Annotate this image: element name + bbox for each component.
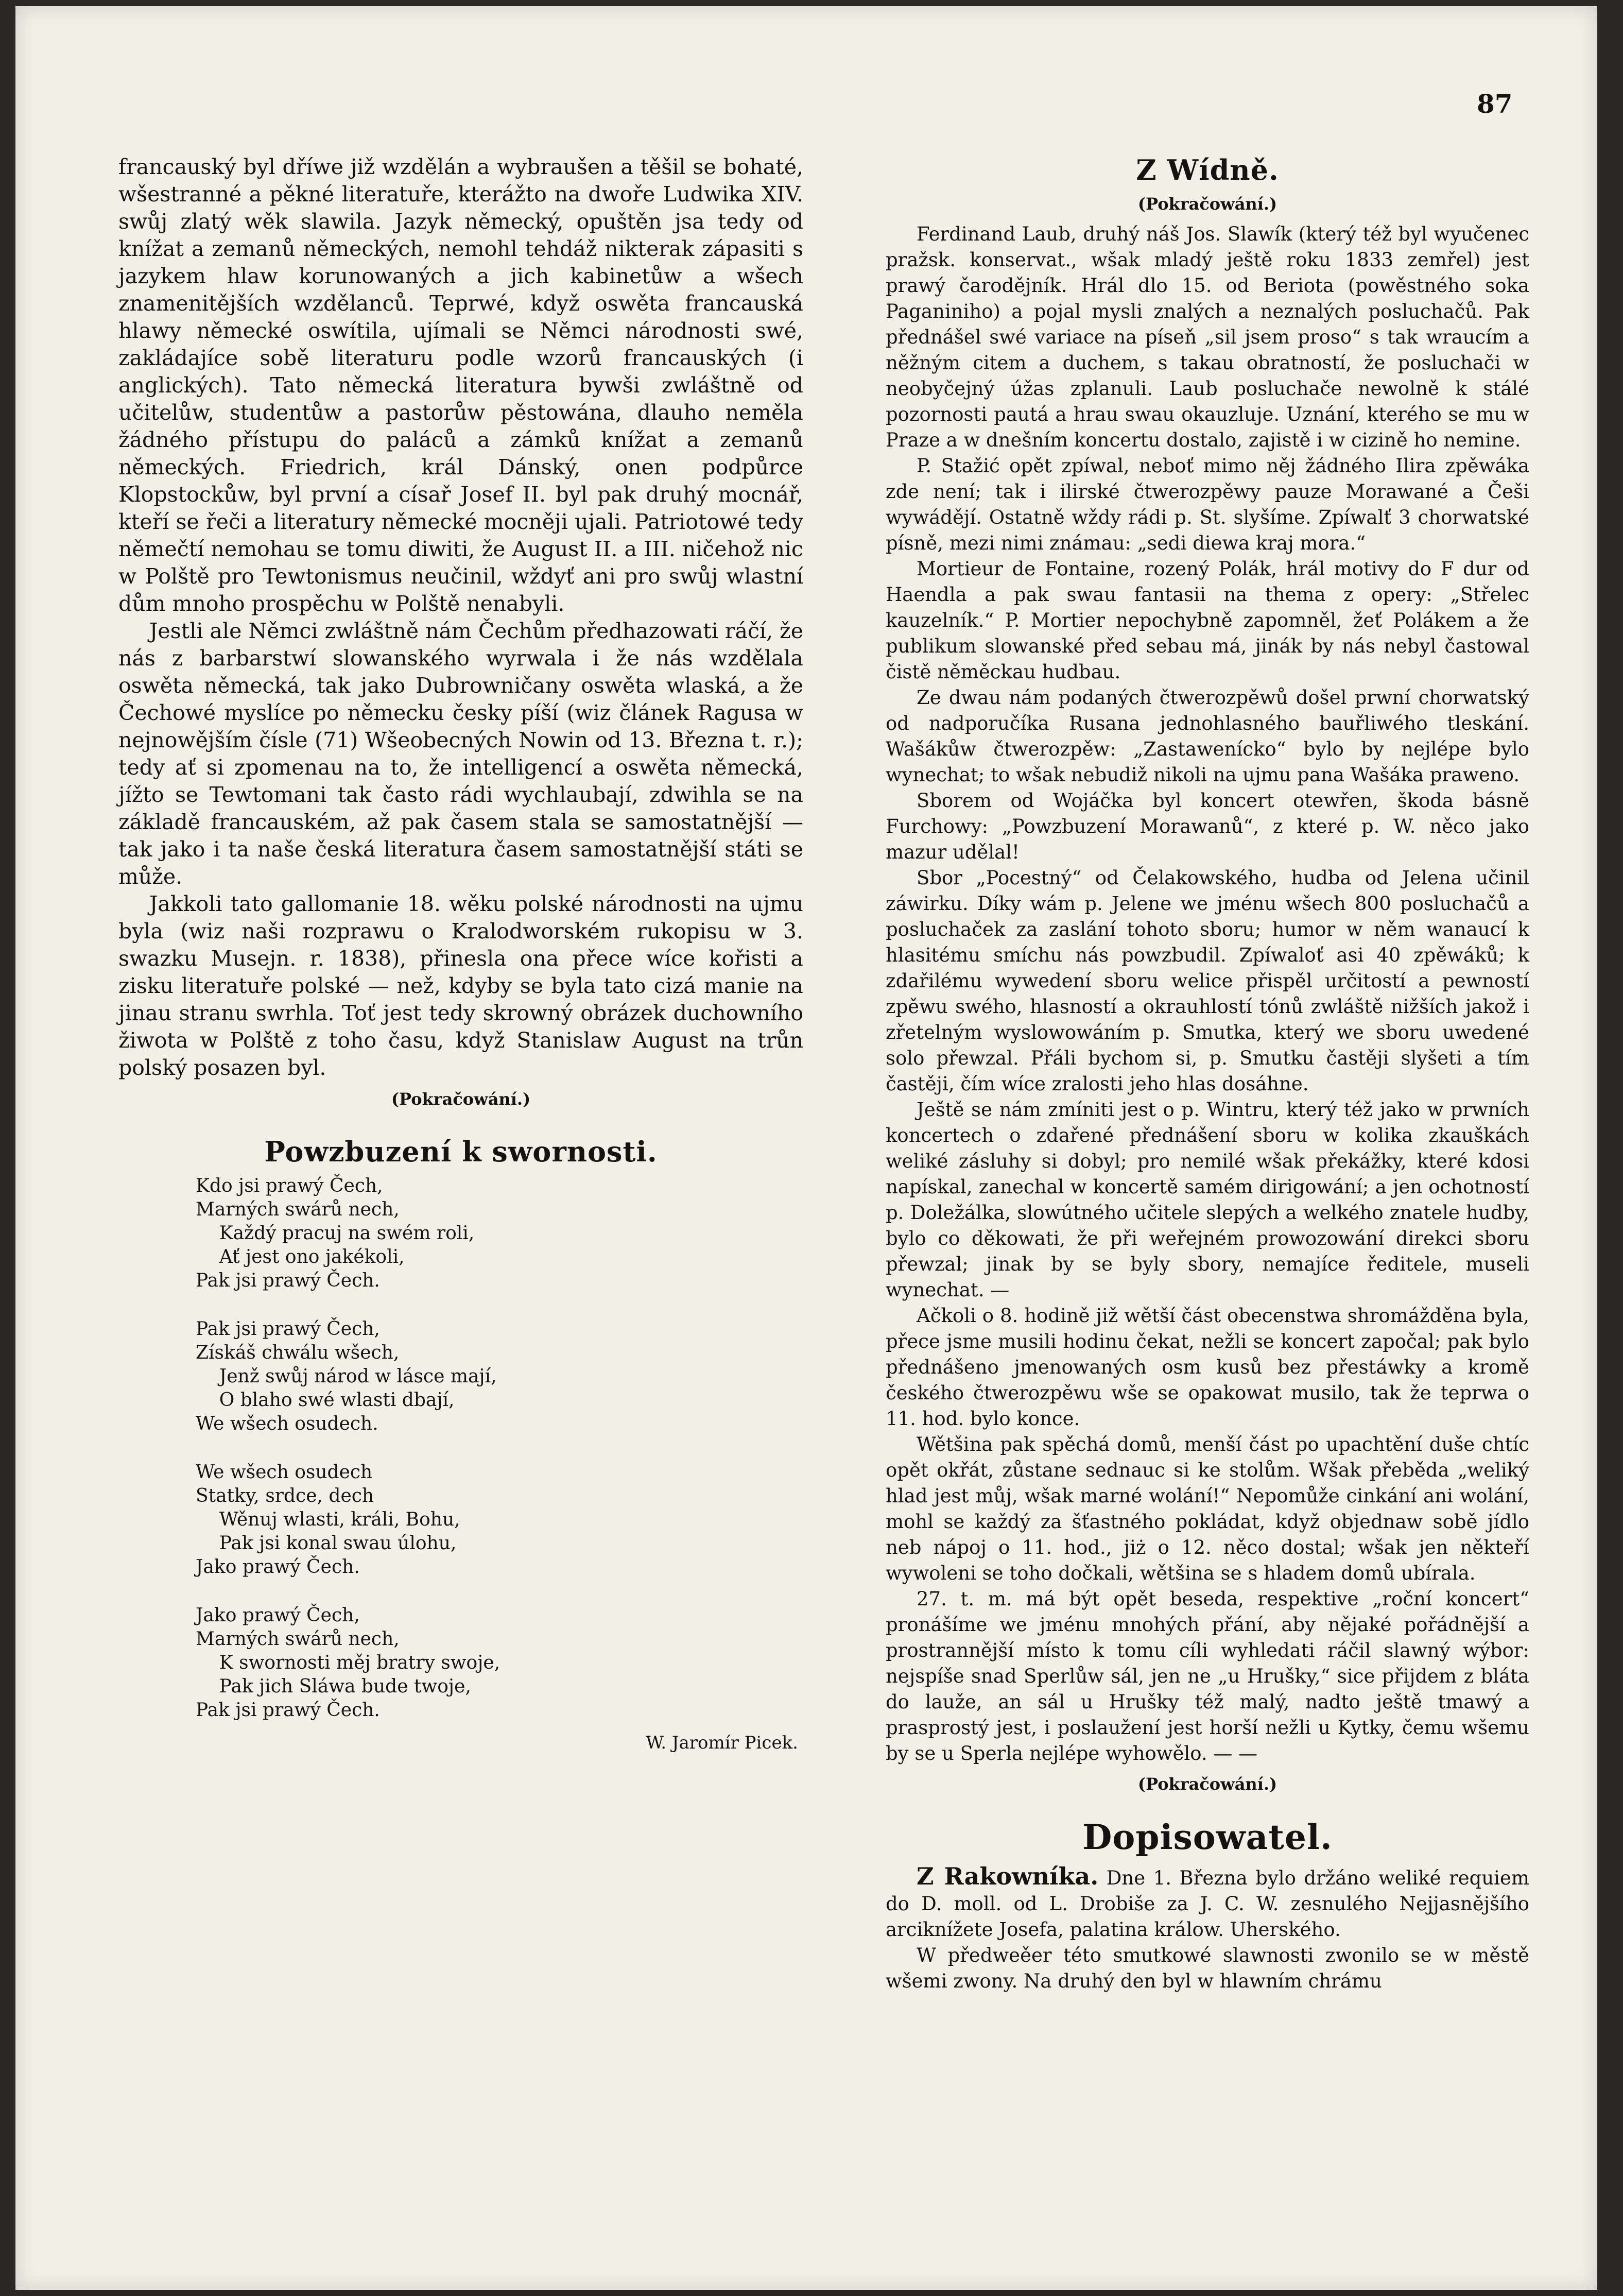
continued-note: (Pokračowání.) [391,1089,531,1109]
continued-note: (Pokračowání.) [1137,1774,1277,1794]
poem-verse: O blaho swé wlasti dbají, [196,1390,455,1411]
article-paragraph: Wětšina pak spěchá domů, menší část po upachtění duše chtíc opět okřát, zůstane sednauc si ke stolům. Wšak přeběda „weliký hlad jest můj, wšak marné wolání!“ Nepomůže cinkání ani wolání, mohl se každý za šťastného pokládat, když objednaw sobě jídlo neb nápoj o 11. hod., jiż o 12. něco dostal; wšak jen někteří wywoleni se toho dočkali, wětšina se s hladem domů ubírala. [886,1433,1529,1584]
article-paragraph: Sbor „Pocestný“ od Čelakowského, hudba od Jelena učinil záwirku. Díky wám p. Jelene we jménu wšech 800 posluchačů a posluchaček za zaslání tohoto sboru; humor w něm wanaucí k hlasitému smíchu nás powzbudil. Zpíwaloť asi 40 zpěwáků; k zdařilému wywedení sboru welice přispěl určitostí a pewností zpěwu swého, hlasností a okrauhlostí tónů zwláště nižších jakož i zřetelným wyslowowáním p. Smutka, který we sboru uwedené solo přewzal. Přáli bychom si, p. Smutku častěji slyšeti a tím častěji, čím wíce zralosti jeho hlas dosáhne. [886,867,1529,1095]
poem-verse: Kdo jsi prawý Čech, [196,1175,383,1196]
poem-verse: Pak jsi prawý Čech, [196,1318,380,1340]
correspondent-title: Dopisowatel. [1082,1817,1333,1857]
continued-note: (Pokračowání.) [1137,194,1277,214]
poem-stanza [196,1174,803,1293]
poem-verse: Statky, srdce, dech [196,1485,374,1506]
article-paragraph: P. Stažić opět zpíwal, neboť mimo něj žádného Ilira zpěwáka zde není; tak i ilirské čtwerozpěwy pauze Morawané a Češi wywádějí. Ostatně wždy rádi p. St. slyšíme. Zpíwalť 3 chorwatské písně, mezi nimi známau: „sedi diewa kraj mora.“ [886,455,1529,554]
poem-title: Powzbuzení k swornosti. [264,1135,658,1168]
poem-verse: Ať jest ono jakékoli, [196,1246,405,1267]
article-paragraph: Jakkoli tato gallomanie 18. wěku polské národnosti na ujmu byla (wiz naši rozprawu o Kralodworském rukopisu w 3. swazku Musejn. r. 1838), přinesla ona přece wíce kořisti a zisku literatuře polské — než, kdyby se byla tato cizá manie na jinau stranu swrhla. Toť jest tedy skrowný obrázek duchowního žiwota w Polště z toho času, když Stanislaw August na trůn polský posazen byl. [118,892,803,1080]
poem-author: W. Jaromír Picek. [646,1733,798,1753]
article-paragraph: Jestli ale Němci zwláštně nám Čechům předhazowati ráčí, že nás z barbarstwí slowanského wyrwala i že nás wzdělala oswěta německá, tak jako Dubrowničany oswěta wlaská, a že Čechowé myslíce po německu česky píší (wiz článek Ragusa w nejnowějším čísle (71) Wšeobecných Nowin od 13. Března t. r.); tedy ať si zpomenau na to, že intelligencí a oswěta německá, jížto se Tewtomani tak často rádi wychlaubají, zdwihla se na základě francauském, až pak časem stala se samostatnější — tak jako i ta naše česká literatura časem samostatnější státi se může. [118,619,803,889]
poem-verse: Pak jsi konal swau úlohu, [196,1533,457,1554]
poem-verse: Získáš chwálu wšech, [196,1342,400,1363]
article-paragraph: 27. t. m. má být opět beseda, respektive „roční koncert“ pronášíme we jménu mnohých přání, aby nějaké pořádnější a prostrannější místo k tomu cíli wyhledati ráčil slawný wýbor: nejspíše snad Sperlůw sál, jen ne „u Hrušky,“ sice přijdem z bláta do lauže, an sál u Hrušky též malý, nadto ještě tmawý a prasprostý jest, i poslaužení jest horší nežli u Kytky, čemu wšemu by se u Sperla nejlépe wyhowělo. — — [886,1588,1529,1764]
poem-verse: K swornosti měj bratry swoje, [196,1652,500,1673]
poem-verse: Marných swárů nech, [196,1199,400,1220]
section-title: Z Wídně. [1136,153,1279,186]
correspondent-paragraph: W předweěer této smutkowé slawnosti zwonilo se w městě wšemi zwony. Na druhý den byl w hlawním chrámu [886,1944,1529,1992]
article-paragraph: Ačkoli o 8. hodině již wětší část obecenstwa shromážděna byla, přece jsme musili hodinu čekat, nežli se koncert započal; pak bylo přednášeno jmenowaných osm kusů bez přestáwky a kromě českého čtwerozpěwu wše se opakowat musilo, tak že teprwa o 11. hod. bylo konce. [886,1305,1529,1430]
poem-verse: Jenž swůj národ w lásce mají, [196,1366,497,1387]
page-number: 87 [1477,89,1513,119]
correspondent-text: Dne 1. Března bylo držáno weliké requiem do D. moll. od L. Drobiše za J. C. W. zesnulého Nejjasnějšího arciknížete Josefa, palatina králow. Uherského. [886,1867,1529,1941]
poem-verse: We wšech osudech. [196,1413,378,1434]
poem-verse: Pak jsi prawý Čech. [196,1700,380,1721]
right-column [886,153,1529,1994]
poem-stanza [196,1317,803,1436]
dateline: Z Rakowníka. [917,1862,1099,1890]
poem-verse: Jako prawý Čech. [196,1556,360,1578]
poem-verse: We wšech osudech [196,1462,373,1483]
article-paragraph: Ještě se nám zmíniti jest o p. Wintru, který též jako w prwních koncertech o zdařené přednášení sboru w kolika zkauškách weliké zásluhy si dobyl; pro nemilé wšak překážky, které kdosi napískal, zanechal w koncertě samém dirigowání; a jen ochotností p. Doležálka, slowútného učitele slepých a welkého znatele hudby, bylo co děkowati, že při weřejném prowozowání direkci sboru přewzal; jinak by se byly sbory, nemajíce ředitele, museli wynechat. — [886,1099,1529,1301]
poem-verse: Každý pracuj na swém roli, [196,1223,475,1244]
poem-stanza [196,1461,803,1579]
poem-stanza [196,1604,803,1722]
poem [196,1174,803,1722]
poem-verse: Pak jich Sláwa bude twoje, [196,1676,471,1697]
article-paragraph: Sborem od Wojáčka byl koncert otewřen, škoda básně Furchowy: „Powzbuzení Morawanů“, z které p. W. něco jako mazur udělal! [886,790,1529,863]
poem-verse: Wěnuj wlasti, králi, Bohu, [196,1509,460,1530]
article-paragraph: Mortieur de Fontaine, rozený Polák, hrál motivy do F dur od Haendla a pak swau fantasii na themа z opery: „Střelec kauzelník.“ P. Mortier nepochybně zapomněl, žeť Polákem a že publikum slowanské před sebau má, jinák by nás nebyl častowal čistě něměckau hudbau. [886,558,1529,683]
correspondent-paragraph [886,1863,1529,1943]
article-paragraph: Ze dwau nám podaných čtwerozpěwů došel prwní chorwatský od nadporučíka Rusana jednohlasného bauřliwého tleskání. Wašákůw čtwerozpěw: „Zastawenícko“ bylo by nejlépe bylo wynechat; to wšak nebudiž nikoli na ujmu pana Wašáka praweno. [886,687,1529,786]
article-paragraph: Ferdinand Laub, druhý náš Jos. Slawík (který též byl wyučenec pražsk. konservat., wšak mladý ještě roku 1833 zemřel) jest prawý čarodějník. Hrál dlo 15. od Beriota (powěstného soka Paganiniho) a pojal mysli znalých a neznalých posluchačů. Pak přednášel swé variace na píseň „sil jsem proso“ s tak wraucím a něžným citem a duchem, s takau obratností, že posluchači w neobyčejný úžas zplanuli. Laub posluchače newolně k stálé pozornosti pautá a hrau swau okauzluje. Uznání, kterého se mu w Praze a w dnešním koncertu dostalo, zajistě i w cizině ho nemine. [886,223,1529,451]
left-column [118,153,803,1753]
poem-verse: Marných swárů nech, [196,1629,400,1650]
poem-verse: Jako prawý Čech, [196,1605,360,1626]
article-paragraph: francauský byl dříwe již wzdělán a wybraušen a těšil se bohaté, wšestranné a pěkné literatuře, kterážto na dwoře Ludwika XIV. swůj zlatý wěk slawila. Jazyk německý, opuštěn jsa tedy od knížat a zemanů německých, nemohl tehdáž nikterak zápasiti s jazykem hlaw korunowaných a jich kabinetůw a wšech znamenitějších wzdělanců. Teprwé, když oswěta francauská hlawy německé oswítila, ujímali se Němci národnosti swé, zakládajíce sobě literaturu podle wzorů francauských (i anglických). Tato německá literatura bywši zwláštně od učitelůw, studentůw a pastorůw pěstowána, dlauho neměla žádného přístupu do paláců a zámků knížat a zemanů německých. Friedrich, král Dánský, onen podpůrce Klopstockůw, byl první a císař Josef II. byl pak druhý mocnář, kteří se řeči a literatury německé mocněji ujali. Patriotowé tedy němečtí nemohau se tomu diwiti, že August II. a III. ničehož nic w Polště pro Tewtonismus neučinil, wždyť ani pro swůj wlastní dům mnoho prospěchu w Polště nenabyli. [118,155,803,616]
poem-verse: Pak jsi prawý Čech. [196,1270,380,1291]
newspaper-page [15,6,1597,2290]
